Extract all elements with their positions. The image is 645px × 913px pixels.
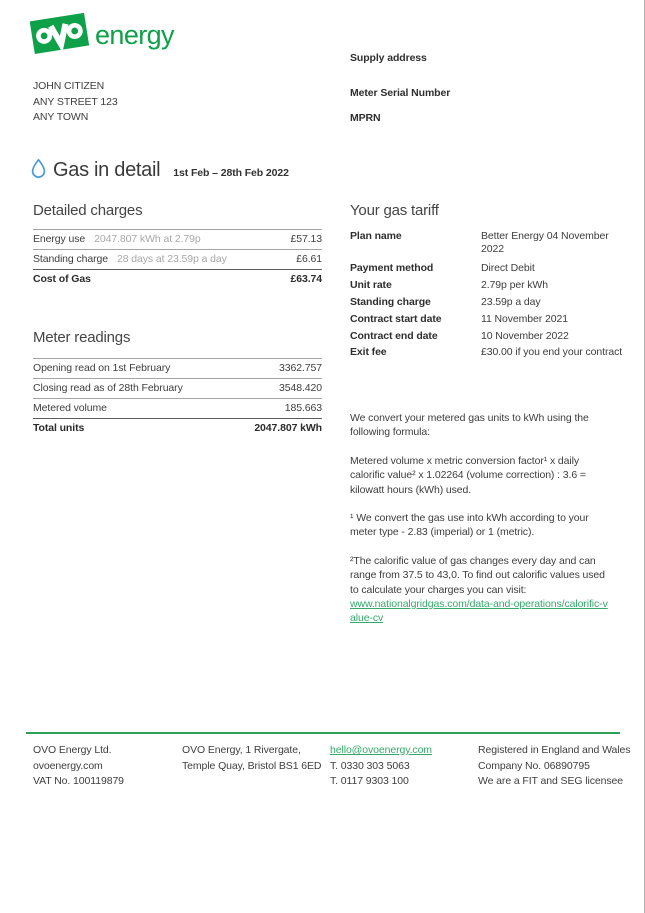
brand-word: energy (95, 19, 174, 50)
footer-registration-column (478, 743, 638, 790)
gas-section-header (31, 155, 289, 182)
charge-detail: 2047.807 kWh at 2.79p (94, 233, 201, 245)
reading-label: Metered volume (33, 402, 107, 414)
footer-email-link[interactable]: hello@ovoenergy.com (330, 744, 432, 756)
conversion-info (350, 411, 612, 640)
plan-name-line2: 2022 (481, 243, 504, 256)
gas-tariff-details (350, 230, 623, 363)
footer-line: Company No. 06890795 (478, 759, 590, 772)
tariff-row-exit-fee (350, 346, 623, 359)
meter-readings-heading: Meter readings (33, 329, 131, 346)
reading-label: Opening read on 1st February (33, 362, 171, 374)
recipient-address (33, 79, 118, 126)
tariff-value: £30.00 if you end your contract (481, 346, 623, 359)
footer-line: OVO Energy Ltd. (33, 744, 112, 756)
tariff-label: Plan name (350, 230, 402, 242)
charge-label: Energy use (33, 233, 86, 245)
meter-serial-label: Meter Serial Number (350, 87, 451, 99)
footer-line: VAT No. 100119879 (33, 775, 124, 787)
tariff-label: Standing charge (350, 296, 431, 308)
total-amount: £63.74 (290, 273, 322, 285)
mprn-label: MPRN (350, 112, 381, 124)
reading-value: 3548.420 (279, 382, 322, 394)
charge-amount: £57.13 (290, 233, 322, 245)
plan-name-line1: Better Energy 04 November (481, 230, 609, 242)
footer-company-column (33, 743, 178, 790)
footer-line: OVO Energy, 1 Rivergate, (182, 744, 301, 756)
total-label: Cost of Gas (33, 273, 91, 285)
charge-label: Standing charge (33, 253, 108, 265)
tariff-value: 23.59p a day (481, 296, 541, 308)
reading-row-total-units (33, 418, 322, 438)
tariff-label: Contract start date (350, 312, 442, 325)
tariff-row-contract-end (350, 330, 612, 343)
meter-readings-table (33, 358, 322, 438)
footer-divider (26, 732, 620, 734)
ovo-logo-mark (30, 8, 92, 60)
ovo-energy-logo (30, 8, 174, 60)
charge-detail: 28 days at 23.59p a day (116, 253, 227, 265)
footer-line: We are a FIT and SEG licensee (478, 775, 623, 787)
gas-flame-icon (31, 158, 46, 179)
reading-value: 3362.757 (279, 362, 322, 374)
charge-row-total (33, 269, 322, 289)
tariff-value (481, 230, 612, 256)
footer-line: ovoenergy.com (33, 759, 103, 772)
reading-row-opening (33, 358, 322, 378)
gas-tariff-heading: Your gas tariff (350, 202, 439, 219)
tariff-value: Direct Debit (481, 262, 535, 275)
recipient-line: JOHN CITIZEN (33, 80, 105, 92)
total-value: 2047.807 kWh (254, 422, 322, 434)
tariff-value: 2.79p per kWh (481, 279, 548, 292)
reading-label: Closing read as of 28th February (33, 382, 183, 394)
charge-row-energy-use (33, 229, 322, 249)
footer-phone: T. 0330 303 5063 (330, 759, 410, 772)
calorific-value-link[interactable]: www.nationalgridgas.com/data-and-operations/calorific-value-cv (350, 598, 608, 625)
conversion-intro: We convert your metered gas units to kWh using the following formula: (350, 412, 589, 439)
tariff-row-standing-charge (350, 296, 612, 309)
tariff-value: 10 November 2022 (481, 329, 569, 342)
conversion-footnote-1: ¹ We convert the gas use into kWh according to your meter type - 2.83 (imperial) or 1 (metric). (350, 512, 589, 539)
charge-amount: £6.61 (296, 253, 322, 265)
charge-row-standing-charge (33, 249, 322, 269)
recipient-line: ANY TOWN (33, 111, 89, 123)
tariff-row-plan-name (350, 230, 612, 256)
supply-address-label: Supply address (350, 52, 427, 64)
tariff-label: Contract end date (350, 329, 438, 342)
tariff-label: Exit fee (350, 346, 387, 359)
detailed-charges-table (33, 229, 322, 289)
billing-period: 1st Feb – 28th Feb 2022 (173, 167, 289, 179)
total-label: Total units (33, 422, 85, 434)
detailed-charges-heading: Detailed charges (33, 202, 143, 219)
footer-address-column (182, 743, 327, 774)
tariff-value: 11 November 2021 (481, 312, 568, 325)
footer-line: Registered in England and Wales (478, 744, 631, 756)
conversion-formula: Metered volume x metric conversion factor¹ x daily calorific value² x 1.02264 (volume correction) : 3.6 = kilowatt hours (kWh) used. (350, 454, 586, 496)
tariff-label: Unit rate (350, 279, 392, 292)
tariff-row-unit-rate (350, 279, 612, 292)
footer-phone: T. 0117 9303 100 (330, 775, 409, 787)
footer-line: Temple Quay, Bristol BS1 6ED (182, 759, 322, 772)
conversion-footnote-2 (350, 554, 612, 626)
reading-row-closing (33, 378, 322, 398)
page-title: Gas in detail (53, 159, 161, 181)
tariff-row-payment-method (350, 262, 612, 275)
tariff-row-contract-start (350, 313, 612, 326)
reading-row-metered-volume (33, 398, 322, 418)
reading-value: 185.663 (284, 402, 322, 414)
tariff-label: Payment method (350, 262, 434, 275)
recipient-line: ANY STREET 123 (33, 95, 118, 108)
footer-contact-column (330, 743, 475, 790)
footnote-2-text: ²The calorific value of gas changes every day and can range from 37.5 to 43,0. To find out calorific values used to calculate your charges you can visit: (350, 554, 605, 596)
